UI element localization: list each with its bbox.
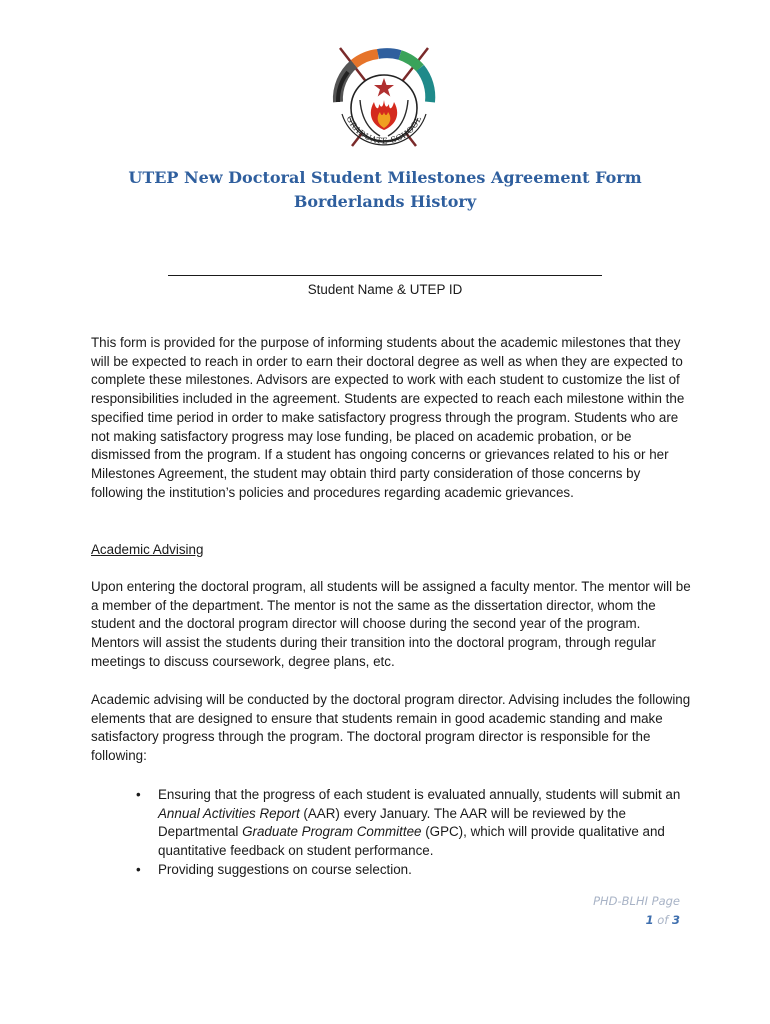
bullet-icon: • xyxy=(136,787,141,802)
list-item: • Providing suggestions on course selection. xyxy=(91,861,691,880)
list-item: • Ensuring that the progress of each student is evaluated annually, students will submit an Annual Activities Report (AAR) every January. The AAR will be reviewed by the Departmental Graduate Program Committee (GPC), which will provide qualitative and quantitative feedback on student performance. xyxy=(136,787,681,859)
intro-paragraph: This form is provided for the purpose of informing students about the academic milestones that they will be expected to reach in order to earn their doctoral degree as well as when they are expected to complete these milestones. Advisors are expected to work with each student to customize the list of responsibilities included in the agreement. Students are expected to reach each milestone within the specified time period in order to make satisfactory progress through the program. Students who are not making satisfactory progress may lose funding, be placed on academic probation, or be dismissed from the program. If a student has ongoing concerns or grievances related to his or her Milestones Agreement, the student may obtain third party consideration of those concerns by following the institution’s policies and procedures regarding academic grievances. xyxy=(91,335,685,500)
advising-paragraph-mentor: Upon entering the doctoral program, all students will be assigned a faculty mentor. The mentor will be a member of the department. The mentor is not the same as the dissertation director, whom the student and the doctoral program director will choose during the second year of the program. Mentors will assist the students during their transition into the doctoral program, through regular meetings to discuss coursework, degree plans, etc. xyxy=(91,579,691,669)
form-title xyxy=(0,166,770,214)
page-footer xyxy=(593,892,680,930)
doc-code: PHD-BLHI Page xyxy=(593,894,680,908)
section-heading-academic-advising: Academic Advising xyxy=(91,542,204,557)
responsibilities-list xyxy=(91,786,691,880)
signature-line[interactable] xyxy=(168,275,602,276)
signature-label: Student Name & UTEP ID xyxy=(307,282,463,297)
bullet-icon: • xyxy=(136,861,141,877)
page-number: 1 of 3 xyxy=(645,913,680,927)
title-line-2: Borderlands History xyxy=(293,192,477,211)
title-line-1: UTEP New Doctoral Student Milestones Agreement Form xyxy=(128,168,642,187)
svg-text:GRADUATE SCHOOL: GRADUATE SCHOOL xyxy=(344,114,424,146)
graduate-school-seal-icon xyxy=(324,42,444,166)
advising-paragraph-director: Academic advising will be conducted by the doctoral program director. Advising includes the following elements that are designed to ensure that students remain in good academic standing and make satisfactory progress through the program. The doctoral program director is responsible for the following: xyxy=(91,692,691,764)
